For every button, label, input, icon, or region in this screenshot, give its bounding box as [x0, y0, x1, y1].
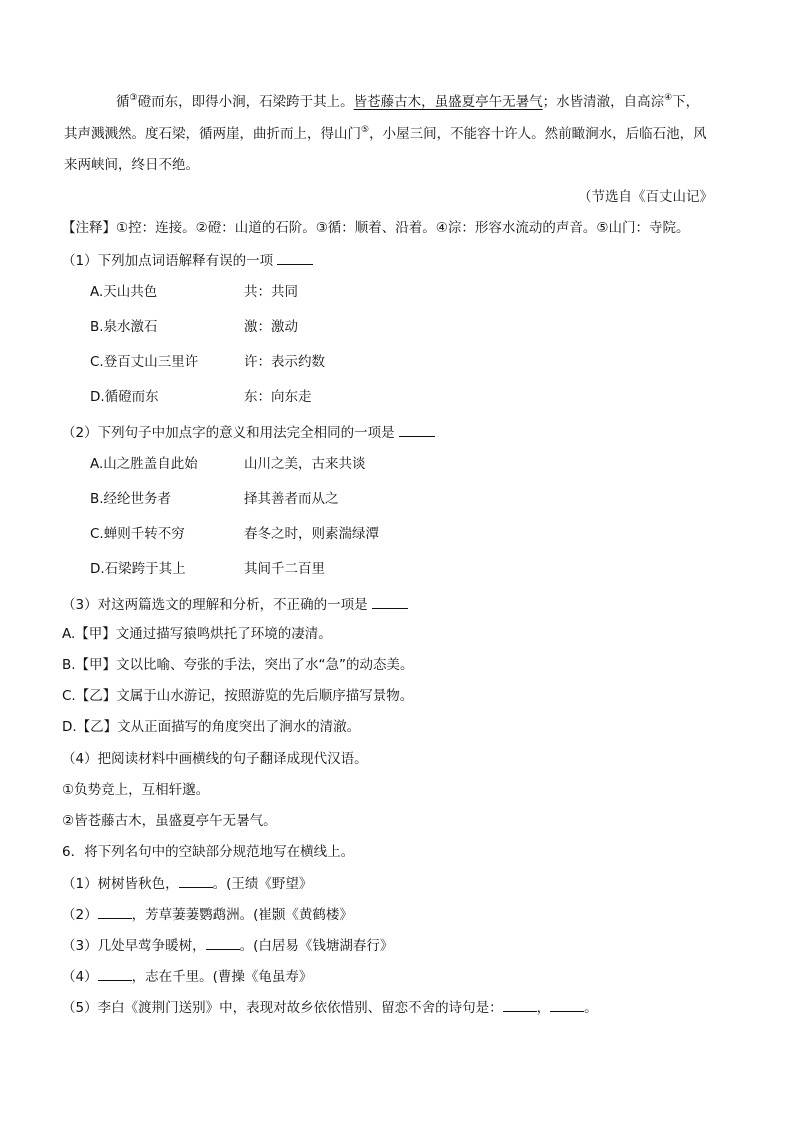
q1-option-b: B.泉水激石: [90, 319, 158, 335]
q2-option-d-compare: 其间千二百里: [244, 561, 325, 577]
q4-item-2: ②皆苍藤古木，虽盛夏亭午无暑气。: [62, 813, 277, 829]
q3-option-d: D.【乙】文从正面描写的角度突出了涧水的清澈。: [62, 719, 361, 735]
fill-blank[interactable]: [98, 904, 132, 919]
q2-option-d: D.石梁跨于其上: [90, 561, 186, 577]
q2-option-b-compare: 择其善者而从之: [244, 491, 339, 507]
fill-blank[interactable]: [550, 997, 584, 1012]
q1-option-a: A.天山共色: [90, 284, 158, 300]
q6-item-1: （1）树树皆秋色， 。(王绩《野望》: [62, 873, 312, 894]
passage-line-1: [116, 92, 699, 112]
q6-item-4: （4） ，志在千里。(曹操《龟虽寿》: [62, 966, 312, 987]
q6-item-5: （5）李白《渡荆门送别》中，表现对故乡依依惜别、留恋不舍的诗句是： ， 。: [62, 997, 598, 1018]
q2-option-b: B.经纶世务者: [90, 491, 172, 507]
q1-option-c-gloss: 许：表示约数: [244, 354, 325, 370]
fill-blank[interactable]: [179, 873, 213, 888]
q6-item-2: （2） ，芳草萋萋鹦鹉洲。(崔颢《黄鹤楼》: [62, 904, 353, 925]
q6-item-3: （3）几处早莺争暖树， 。(白居易《钱塘湖春行》: [62, 935, 393, 956]
passage-line-2: [64, 124, 707, 144]
q2-option-a: A.山之胜盖自此始: [90, 456, 198, 472]
answer-blank[interactable]: [277, 250, 313, 265]
q1-option-d-gloss: 东：向东走: [244, 389, 312, 405]
answer-blank[interactable]: [399, 422, 435, 437]
q1-option-c: C.登百丈山三里许: [90, 354, 199, 370]
q3-option-a: A.【甲】文通过描写猿鸣烘托了环境的凄清。: [62, 626, 332, 642]
passage-text: 其声溅溅然。度石梁，循两崖，曲折而上，得山门: [64, 126, 361, 142]
annotation-notes: 【注释】①控：连接。②磴：山道的石阶。③循：顺着、沿着。④淙：形容水流动的声音。⑤山门：寺院。: [62, 220, 690, 236]
q1-option-d: D.循磴而东: [90, 389, 159, 405]
q1-option-b-gloss: 激：激动: [244, 319, 298, 335]
question-2-stem: （2）下列句子中加点字的意义和用法完全相同的一项是: [62, 422, 435, 443]
q3-option-c: C.【乙】文属于山水游记，按照游览的先后顺序描写景物。: [62, 688, 414, 704]
passage-text: ，小屋三间，不能容十许人。然前瞰涧水，后临石池，风: [369, 126, 707, 142]
underlined-sentence: 皆苍藤古木，虽盛夏亭午无暑气: [353, 94, 543, 110]
q2-option-a-compare: 山川之美，古来共谈: [244, 456, 366, 472]
q4-item-1: ①负势竞上，互相轩邈。: [62, 782, 210, 798]
question-3-stem: （3）对这两篇选文的理解和分析，不正确的一项是: [62, 594, 408, 615]
answer-blank[interactable]: [372, 594, 408, 609]
passage-text: ；水皆清澈，自高淙: [542, 94, 665, 110]
fill-blank[interactable]: [206, 935, 240, 950]
passage-source: （节选自《百丈山记》: [578, 189, 713, 205]
footnote-marker: ③: [129, 93, 138, 103]
passage-text: 循: [116, 94, 130, 110]
fill-blank[interactable]: [503, 997, 537, 1012]
passage-text: 磴而东，即得小涧，石梁跨于其上。: [137, 94, 354, 110]
q1-option-a-gloss: 共：共同: [244, 284, 298, 300]
passage-line-3: 来两峡间，终日不绝。: [64, 157, 199, 173]
q3-option-b: B.【甲】文以比喻、夸张的手法，突出了水“急”的动态美。: [62, 657, 414, 673]
q2-option-c-compare: 春冬之时，则素湍绿潭: [244, 526, 379, 542]
question-6-stem: 6．将下列名句中的空缺部分规范地写在横线上。: [62, 844, 355, 860]
footnote-marker: ⑤: [361, 125, 370, 135]
footnote-marker: ④: [664, 93, 673, 103]
fill-blank[interactable]: [98, 966, 132, 981]
question-4-stem: （4）把阅读材料中画横线的句子翻译成现代汉语。: [62, 751, 368, 767]
q2-option-c: C.蝉则千转不穷: [90, 526, 185, 542]
question-1-stem: （1）下列加点词语解释有误的一项: [62, 250, 313, 271]
passage-text: 下，: [672, 94, 700, 110]
